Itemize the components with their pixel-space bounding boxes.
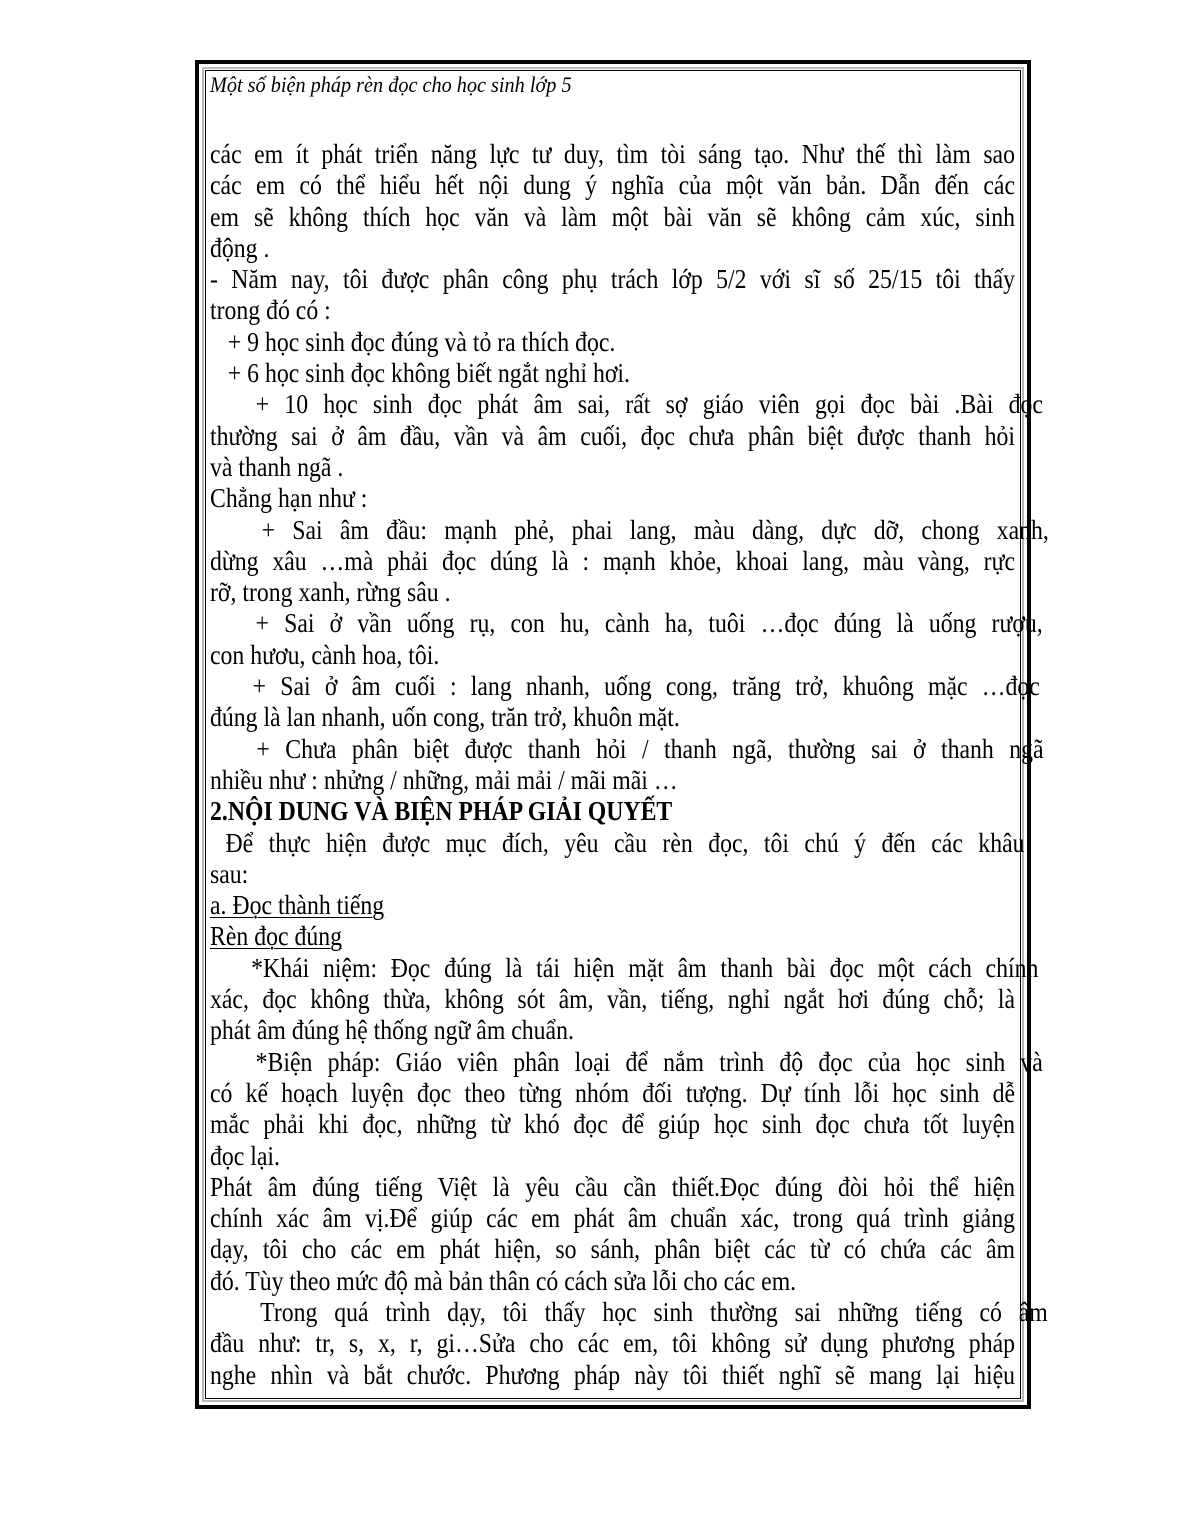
text-line <box>210 1203 1015 1234</box>
text-line-text: đầu như: tr, s, x, r, gi…Sửa cho các em, tôi không sử dụng phương pháp <box>210 1328 1016 1359</box>
text-line-text: mắc phải khi đọc, những từ khó đọc để giúp học sinh đọc chưa tốt luyện <box>210 1109 1016 1140</box>
text-line-text: và thanh ngã . <box>210 451 344 482</box>
text-line <box>210 765 1015 796</box>
text-line <box>210 202 1015 233</box>
text-line-text: em sẽ không thích học văn và làm một bài văn sẽ không cảm xúc, sinh <box>210 201 1016 232</box>
text-line-text: dạy, tôi cho các em phát hiện, so sánh, phân biệt các từ có chứa các âm <box>210 1234 1015 1265</box>
text-line-text: *Biện pháp: Giáo viên phân loại để nắm trình độ đọc của học sinh và <box>210 1046 1043 1077</box>
text-line-text: rỡ, trong xanh, rừng sâu . <box>210 577 451 608</box>
text-line-text: + 10 học sinh đọc phát âm sai, rất sợ giáo viên gọi đọc bài .Bài đọc <box>210 389 1043 420</box>
text-line <box>210 358 1015 389</box>
text-line <box>210 1015 1015 1046</box>
text-line <box>210 389 1043 420</box>
running-header-title: Một số biện pháp rèn đọc cho học sinh lớp 5 <box>210 72 572 97</box>
text-line <box>210 295 1015 326</box>
text-line <box>210 139 1015 170</box>
subheading-text: Rèn đọc đúng <box>210 921 342 952</box>
subheading <box>210 921 1015 952</box>
text-line <box>210 264 1015 295</box>
text-line-text: động . <box>210 232 270 263</box>
section-heading-text: 2.NỘI DUNG VÀ BIỆN PHÁP GIẢI QUYẾT <box>210 796 673 827</box>
text-line <box>210 1328 1015 1359</box>
text-line-text: trong đó có : <box>210 295 331 326</box>
text-line <box>210 1266 1015 1297</box>
text-line <box>210 514 1049 546</box>
text-line-text: Trong quá trình dạy, tôi thấy học sinh thường sai những tiếng có âm <box>210 1296 1048 1327</box>
text-line <box>210 984 1015 1015</box>
text-line <box>210 233 1015 264</box>
text-line <box>210 827 1025 859</box>
text-line <box>210 452 1015 483</box>
text-line <box>210 733 1044 765</box>
text-line-text: Phát âm đúng tiếng Việt là yêu cầu cần thiết.Đọc đúng đòi hỏi thể hiện <box>210 1171 1016 1202</box>
subheading-text: a. Đọc thành tiếng <box>210 890 385 921</box>
section-heading <box>210 796 1015 827</box>
text-line-text: xác, đọc không thừa, không sót âm, vần, tiếng, nghỉ ngắt hơi đúng chỗ; là <box>210 984 1015 1015</box>
text-line <box>210 1172 1015 1203</box>
text-line <box>210 1234 1015 1265</box>
text-line-text: đúng là lan nhanh, uốn cong, trăn trở, khuôn mặt. <box>210 702 680 733</box>
text-line-text: Để thực hiện được mục đích, yêu cầu rèn đọc, tôi chú ý đến các khâu <box>210 827 1025 858</box>
text-line-text: con hươu, cành hoa, tôi. <box>210 639 440 670</box>
text-line <box>210 671 1040 702</box>
text-line <box>210 1078 1015 1109</box>
text-line <box>210 640 1015 671</box>
text-line <box>210 702 1015 733</box>
text-line-text: dừng xâu …mà phải đọc dúng là : mạnh khỏe, khoai lang, màu vàng, rực <box>210 545 1016 576</box>
text-line <box>210 608 1043 639</box>
text-line-text: + Chưa phân biệt được thanh hỏi / thanh ngã, thường sai ở thanh ngã <box>210 733 1044 764</box>
text-line <box>210 170 1015 201</box>
running-header <box>210 72 572 98</box>
text-line <box>210 577 1015 608</box>
subheading <box>210 890 1015 921</box>
text-line <box>210 952 1039 984</box>
text-line-text: chính xác âm vị.Để giúp các em phát âm chuẩn xác, trong quá trình giảng <box>210 1203 1015 1234</box>
text-line-text: + 6 học sinh đọc không biết ngắt nghỉ hơi. <box>210 358 630 389</box>
text-line-text: các em ít phát triển năng lực tư duy, tìm tòi sáng tạo. Như thế thì làm sao <box>210 139 1015 169</box>
text-line <box>210 1360 1015 1391</box>
text-line-text: + 9 học sinh đọc đúng và tỏ ra thích đọc. <box>210 326 616 357</box>
text-line <box>210 1109 1015 1140</box>
text-line-text: Chẳng hạn như : <box>210 483 368 514</box>
text-line-text: thường sai ở âm đầu, vần và âm cuối, đọc chưa phân biệt được thanh hỏi <box>210 420 1016 451</box>
text-line <box>210 1296 1048 1328</box>
text-line-text: *Khái niệm: Đọc đúng là tái hiện mặt âm thanh bài đọc một cách chính <box>210 952 1039 983</box>
text-line <box>210 859 1015 890</box>
text-line-text: nhiều như : nhửng / những, mải mải / mãi mãi … <box>210 764 678 795</box>
text-line <box>210 421 1015 452</box>
text-line-text: có kế hoạch luyện đọc theo từng nhóm đối tượng. Dự tính lỗi học sinh dễ <box>210 1077 1016 1108</box>
text-line-text: đó. Tùy theo mức độ mà bản thân có cách sửa lỗi cho các em. <box>210 1265 797 1296</box>
text-line <box>210 1046 1043 1078</box>
text-line-text: đọc lại. <box>210 1140 280 1171</box>
document-body <box>210 139 1049 1391</box>
text-line-text: + Sai ở âm cuối : lang nhanh, uống cong, trăng trở, khuông mặc …đọc <box>210 671 1040 702</box>
text-line-text: các em có thể hiểu hết nội dung ý nghĩa của một văn bản. Dẫn đến các <box>210 170 1015 201</box>
text-line-text: phát âm đúng hệ thống ngữ âm chuẩn. <box>210 1015 574 1046</box>
text-line-text: + Sai âm đầu: mạnh phẻ, phai lang, màu dàng, dực dỡ, chong xanh, <box>210 514 1049 545</box>
text-line-text: sau: <box>210 858 249 889</box>
text-line <box>210 327 1015 358</box>
text-line <box>210 483 1015 514</box>
text-line <box>210 546 1015 577</box>
text-line-text: nghe nhìn và bắt chước. Phương pháp này tôi thiết nghĩ sẽ mang lại hiệu <box>210 1359 1016 1390</box>
text-line-text: + Sai ở vần uống rụ, con hu, cành ha, tuôi …đọc đúng là uống rượu, <box>210 608 1043 639</box>
text-line <box>210 1141 1015 1172</box>
text-line-text: - Năm nay, tôi được phân công phụ trách lớp 5/2 với sĩ số 25/15 tôi thấy <box>210 264 1015 295</box>
